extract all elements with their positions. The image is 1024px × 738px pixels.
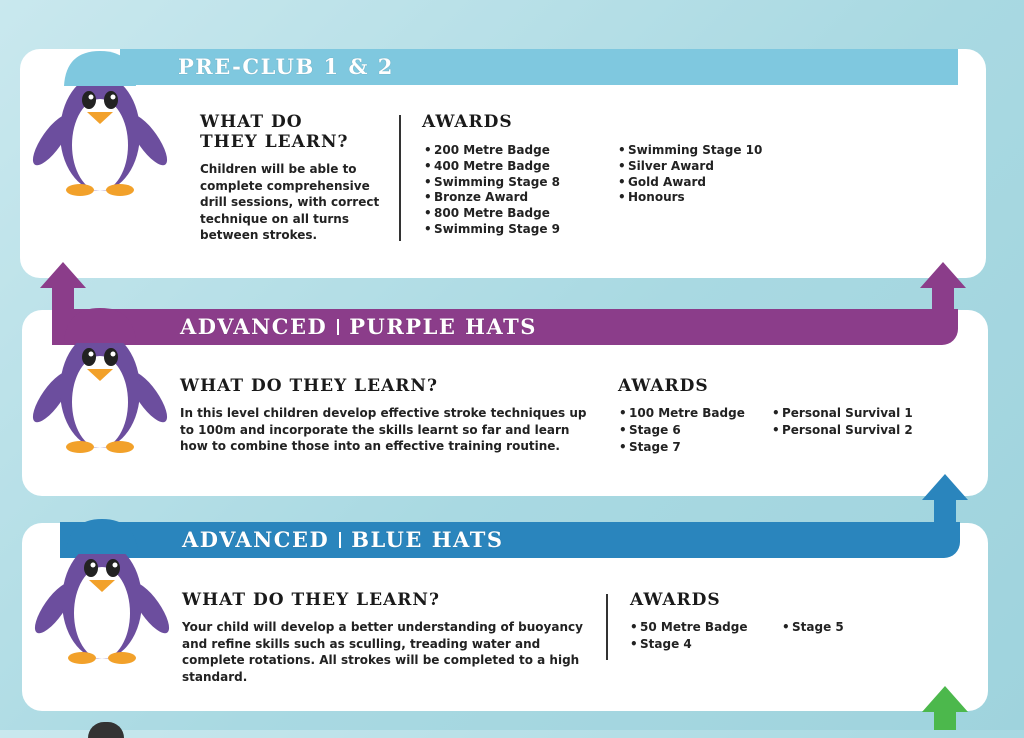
purple-awards-heading: AWARDS — [618, 376, 709, 396]
next-penguin-hat — [88, 722, 124, 738]
preclub-banner — [120, 49, 958, 85]
blue-title-part2: BLUE HATS — [351, 527, 504, 552]
award-item: • Swimming Stage 9 — [424, 222, 560, 238]
award-item: • 200 Metre Badge — [424, 143, 560, 159]
award-item: • Stage 6 — [619, 422, 745, 439]
award-item: • Stage 5 — [782, 619, 844, 636]
award-item: • Personal Survival 1 — [772, 405, 913, 422]
award-item: • Personal Survival 2 — [772, 422, 913, 439]
blue-learn-heading: WHAT DO THEY LEARN? — [182, 590, 440, 610]
blue-description: Your child will develop a better understanding of buoyancy and refine skills such as sculling, treading water and complete rotations. All strokes will be completed to a high standard. — [182, 620, 583, 684]
award-item: • 800 Metre Badge — [424, 206, 560, 222]
penguin-mascot-icon — [32, 516, 172, 666]
award-item: • Bronze Award — [424, 190, 560, 206]
penguin-mascot-icon — [30, 48, 170, 198]
award-item: • Stage 4 — [630, 636, 748, 653]
award-item: • 100 Metre Badge — [619, 405, 745, 422]
preclub-description: Children will be able to complete comprehensive drill sessions, with correct technique on all turns between strokes. — [200, 162, 380, 243]
preclub-divider — [399, 115, 401, 241]
award-item: • Gold Award — [618, 175, 762, 191]
award-item: • Swimming Stage 8 — [424, 175, 560, 191]
purple-learn-heading: WHAT DO THEY LEARN? — [180, 376, 438, 396]
title-separator — [339, 532, 341, 548]
blue-awards-list-1 — [630, 619, 748, 653]
purple-title-part1: ADVANCED — [180, 314, 328, 339]
preclub-title: PRE-CLUB 1 & 2 — [178, 54, 394, 79]
penguin-mascot-icon — [30, 305, 170, 455]
blue-title-part1: ADVANCED — [182, 527, 330, 552]
purple-title-part2: PURPLE HATS — [349, 314, 537, 339]
blue-banner — [60, 522, 960, 558]
purple-banner — [52, 309, 958, 345]
title-separator — [337, 319, 339, 335]
blue-awards-heading: AWARDS — [630, 590, 721, 610]
award-item: • 400 Metre Badge — [424, 159, 560, 175]
purple-awards-list-1 — [619, 405, 745, 456]
up-arrow-icon — [922, 686, 968, 730]
preclub-awards-list-2 — [618, 143, 762, 206]
purple-awards-list-2 — [772, 405, 913, 439]
preclub-awards-list-1 — [424, 143, 560, 238]
preclub-learn-heading: WHAT DO THEY LEARN? — [200, 112, 349, 152]
award-item: • 50 Metre Badge — [630, 619, 748, 636]
purple-description: In this level children develop effective stroke techniques up to 100m and incorporate the skills learnt so far and learn how to combine those into an effective training routine. — [180, 406, 587, 454]
blue-awards-list-2 — [782, 619, 844, 636]
award-item: • Honours — [618, 190, 762, 206]
award-item: • Swimming Stage 10 — [618, 143, 762, 159]
preclub-awards-heading: AWARDS — [422, 112, 513, 132]
award-item: • Silver Award — [618, 159, 762, 175]
award-item: • Stage 7 — [619, 439, 745, 456]
blue-divider — [606, 594, 608, 660]
